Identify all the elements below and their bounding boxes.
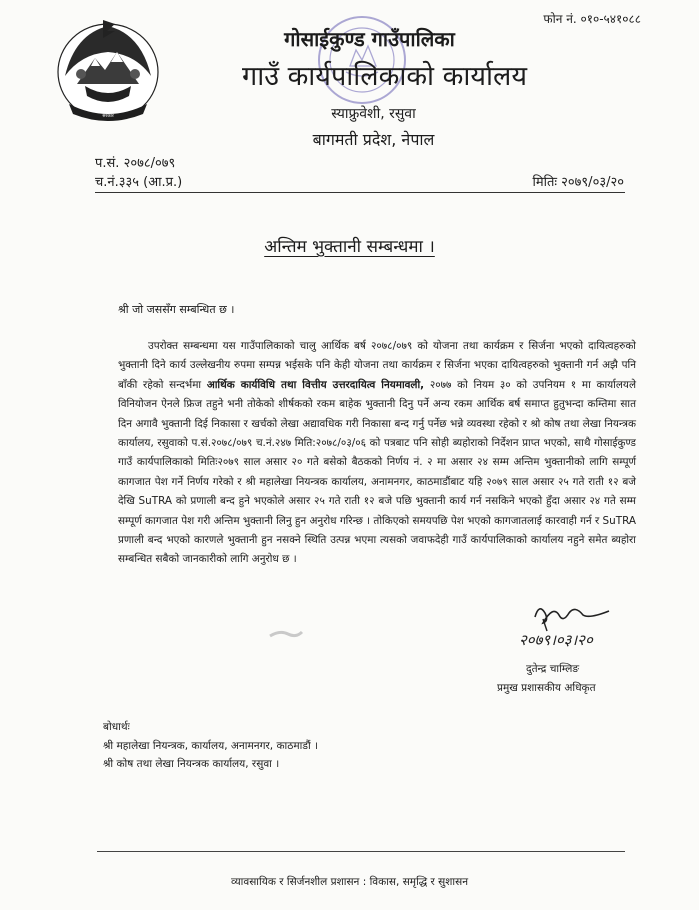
letter-subject [0, 234, 699, 257]
body-bold-rule: आर्थिक कार्यविधि तथा वित्तीय उत्तरदायित्व नियमावली, [206, 378, 425, 391]
office-name: गाउँ कार्यपालिकाको कार्यालय [242, 61, 527, 92]
copy-to-heading: बोधार्थः [103, 721, 130, 733]
subject-text: अन्तिम भुक्तानी सम्बन्धमा । [264, 237, 435, 257]
dispatch-number: च.नं.३३५ (आ.प्र.) [95, 175, 183, 190]
body-part-1: उपरोक्त सम्बन्धमा यस गाउँपालिकाको चालु आर्थिक बर्ष २०७८/०७९ को योजना तथा कार्यक्रम र सिर्जना भएको दायित्वहरुको भुक्तानी दिने कार्य उल्लेखनीय रुपमा सम्पन्न भईसके पनि केही योजना तथा कार्यक्रम र सिर्जना भएका दायित्वहरुको भुक्तानी गर्न अझै पनि बाँकी रहेको सन्दर्भमा [118, 340, 636, 391]
svg-text:सरकार: सरकार [102, 114, 114, 119]
handwritten-date: २०७९।०३।२० [519, 631, 593, 649]
footer-motto: व्यावसायिक र सिर्जनशील प्रशासन : विकास, समृद्धि र सुशासन [230, 876, 469, 888]
signatory-title: प्रमुख प्रशासकीय अधिकृत [497, 682, 596, 694]
municipality-name: गोसाईकुण्ड गाउँपालिका [284, 27, 455, 51]
signature-icon [513, 595, 633, 655]
footer-divider [97, 851, 625, 852]
office-address: स्याफ्रुवेशी, रसुवा [331, 106, 416, 122]
phone-number: फोन नं. ०१०-५४१०८८ [543, 12, 641, 26]
copy-to-item: श्री कोष तथा लेखा नियन्त्रक कार्यालय, रसुवा । [103, 758, 280, 770]
header-divider [95, 192, 625, 193]
province-country: बागमती प्रदेश, नेपाल [312, 130, 435, 149]
letter-reference-number: प.सं. २०७८/०७९ [95, 156, 176, 171]
copy-to-item: श्री महालेखा नियन्त्रक, कार्यालय, अनामनगर, काठमाडौं । [103, 740, 318, 752]
body-part-2: २०७७ को नियम ३० को उपनियम १ मा कार्यालयले विनियोजन ऐनले फ्रिज तहुने भनी तोकेको शीर्षकको रकम बाहेक भुक्तानी दिनु पर्ने अन्य रकम आर्थिक बर्ष समाप्त हुतुभन्दा कम्तिमा सात दिन अगावै भुक्तानी दिई निकासा र खर्चको लेखा अद्यावधिक गरी निकासा बन्द गर्नु पर्नेछ भन्ने व्यवस्था रहेको र श्रो कोष तथा लेखा नियन्त्रक कार्यालय, रसुवाको प.सं.२०७८/०७९ च.नं.२४७ मिति:२०७८/०३/०६ को पत्रबाट पनि सोही ब्यहोराको निर्देशन प्राप्त भएको, साथै गोसाईकुण्ड गाउँ कार्यपालिकाको मितिः२०७९ साल असार २० गते बसेको बैठकको निर्णय नं. २ मा असार २४ सम्म अन्तिम भुक्तानीको लागि सम्पूर्ण कागजात पेश गर्ने निर्णय गरेको र श्री महालेखा नियन्त्रक कार्यालय, अनामनगर, काठमाडौंबाट यहि २०७९ साल असार २५ गते राती १२ बजे देखि SuTRA को प्रणाली बन्द हुने भएकोले असार २५ गते राती १२ बजे पछि भुक्तानी कार्य गर्न नसकिने भएको हुँदा असार २४ गते सम्म सम्पूर्ण कागजात पेश गरी अन्तिम भुक्तानी लिनु हुन अनुरोध गरिन्छ । तोकिएको समयपछि पेश भएको कागजातलाई कारवाही गर्न र SuTRA प्रणाली बन्द भएको कारणले भुक्तानी हुन नसक्ने स्थिति उत्पन्न भएमा त्यसको जवाफदेही गाउँ कार्यपालिकाको कार्यालय नहुने समेत ब्यहोरा सम्बन्धित सबैको जानकारीको लागि अनुरोध छ । [118, 378, 636, 566]
smudge-mark-icon [268, 628, 304, 640]
signatory-name: दुतेन्द्र चाम्लिङ [526, 663, 580, 675]
letter-date: मितिः २०७९/०३/२० [532, 175, 624, 190]
letter-body [118, 337, 636, 570]
salutation: श्री जो जससँग सम्बन्धित छ । [118, 303, 235, 316]
